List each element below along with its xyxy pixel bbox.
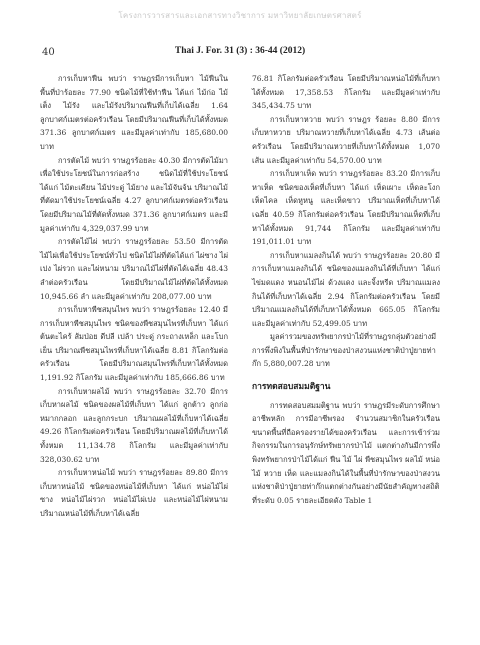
paragraph-herbs: การเก็บหาพืชสมุนไพร พบว่า ราษฎรร้อยละ 12.40 มีการเก็บหาพืชสมุนไพร ชนิดของพืชสมุนไพรที่เก็บหา ได้แก่ ต้นตะไคร้ ส้มป่อย ดีปลี เปล้า ประดู่ กระถางเหล็ก และโบกเย็น ปริมาณพืชสมุนไพรที่เก็บหาได้เฉลี่ย 8.81 กิโลกรัมต่อครัวเรือน โดยมีปริมาณสมุนไพรที่เก็บหาได้ทั้งหมด 1,191.92 กิโลกรัม และมีมูลค่าเท่ากับ 185,666.86 บาท: [40, 305, 228, 383]
left-column: [40, 72, 228, 521]
page-number: 40: [42, 47, 55, 58]
paragraph-firewood: การเก็บหาฟืน พบว่า ราษฎรมีการเก็บหา ไม้ฟืนในพื้นที่ป่าร้อยละ 77.90 ชนิดไม้ที่ใช้ทำฟืน ได้แก่ ไม้ก่อ ไม้เต็ง ไม้รัง และไม้รังปริมาณฟืนที่เก็บได้เฉลี่ย 1.64 ลูกบาศก์เมตรต่อครัวเรือน โดยมีปริมาณฟืนที่เก็บได้ทั้งหมด 371.36 ลูกบาศก์เมตร และมีมูลค่าเท่ากับ 185,680.00 บาท: [40, 74, 228, 151]
paragraph-bamboo: การตัดไม้ไผ่ พบว่า ราษฎรร้อยละ 53.50 มีการตัดไม้ไผ่เพื่อใช้ประโยชน์ทั่วไป ชนิดไม้ไผ่ที่ตัดได้แก่ ไผ่ซาง ไผ่เปง ไผ่รวก และไผ่หนาม ปริมาณไม้ไผ่ที่ตัดได้เฉลี่ย 48.43 ลำต่อครัวเรือน โดยมีปริมาณไม้ไผ่ที่ตัดได้ทั้งหมด 10,945.66 ลำ และมีมูลค่าเท่ากับ 208,077.00 บาท: [40, 237, 228, 301]
paragraph-rattan: การเก็บหาหวาย พบว่า ราษฎร ร้อยละ 8.80 มีการเก็บหาหวาย ปริมาณหวายที่เก็บหาได้เฉลี่ย 4.73 เส้นต่อครัวเรือน โดยมีปริมาณหวายที่เก็บหาได้ทั้งหมด 1,070 เส้น และมีมูลค่าเท่ากับ 54,570.00 บาท: [252, 114, 440, 165]
paragraph-bamboo-shoots: การเก็บหาหน่อไม้ พบว่า ราษฎรร้อยละ 89.80 มีการเก็บหาหน่อไม้ ชนิดของหน่อไม้ที่เก็บหา ได้แก่ หน่อไม้ไผ่ซาง หน่อไม้ไผ่รวก หน่อไม้ไผ่เปง และหน่อไม้ไผ่หนาม ปริมาณหน่อไม้ที่เก็บหาได้เฉลี่ย: [40, 468, 228, 518]
paragraph-total-value: มูลค่ารวมของทรัพยากรป่าไม้ที่ราษฎรกลุ่มตัวอย่างมีการพึ่งพิงในพื้นที่ป่ารักษาของป่าสงวนแห่งชาติป่าปู่ยายท่าก๊ก 5,880,007.28 บาท: [252, 332, 437, 369]
running-head: Thai J. For. 31 (3) : 36-44 (2012): [174, 46, 306, 56]
paragraph-hypothesis: การทดสอบสมมติฐาน พบว่า ราษฎรมีระดับการศึกษา อาชีพหลัก การมีอาชีพรอง จำนวนสมาชิกในครัวเรือน ขนาดพื้นที่ถือครองรายได้ของครัวเรือน และการเข้าร่วมกิจกรรมในการอนุรักษ์ทรัพยากรป่าไม้ แตกต่างกันมีการพึ่งพิงทรัพยากรป่าไม้ได้แก่ ฟืน ไม้ ไผ่ พืชสมุนไพร ผลไม้ หน่อไม้ หวาย เห็ด และแมลงกินได้ในพื้นที่ป่ารักษาของป่าสงวนแห่งชาติป่าปู่ยายท่าก๊กแตกต่างกันอย่างมีนัยสำคัญทางสถิติที่ระดับ 0.05 รายละเอียดดัง Table 1: [252, 400, 440, 505]
right-column: [252, 72, 440, 507]
paragraph-mushroom: การเก็บหาเห็ด พบว่า ราษฎรร้อยละ 83.20 มีการเก็บหาเห็ด ชนิดของเห็ดที่เก็บหา ได้แก่ เห็ดเผาะ เห็ดละโงก เห็ดไคล เห็ดหูหนู และเห็ดขาว ปริมาณเห็ดที่เก็บหาได้เฉลี่ย 40.59 กิโลกรัมต่อครัวเรือน โดยมีปริมาณเห็ดที่เก็บหาได้ทั้งหมด 91,744 กิโลกรัม และมีมูลค่าเท่ากับ 191,011.01 บาท: [252, 169, 440, 247]
paragraph-insects: การเก็บหาแมลงกินได้ พบว่า ราษฎรร้อยละ 20.80 มีการเก็บหาแมลงกินได้ ชนิดของแมลงกินได้ที่เก็บหา ได้แก่ ไข่มดแดง หนอนไม้ไผ่ ด้วงแดง และจิ้งหรีด ปริมาณแมลงกินได้ที่เก็บหาได้เฉลี่ย 2.94 กิโลกรัมต่อครัวเรือน โดยมีปริมาณแมลงกินได้ที่เก็บหาได้ทั้งหมด 665.05 กิโลกรัม และมีมูลค่าเท่ากับ 52,499.05 บาท: [252, 250, 440, 328]
section-heading-hypothesis: การทดสอบสมมติฐาน: [252, 382, 331, 393]
paragraph-bamboo-shoots-cont: 76.81 กิโลกรัมต่อครัวเรือน โดยมีปริมาณหน่อไม้ที่เก็บหาได้ทั้งหมด 17,358.53 กิโลกรัม และมีมูลค่าเท่ากับ 345,434.75 บาท: [252, 74, 440, 111]
paragraph-timber: การตัดไม้ พบว่า ราษฎรร้อยละ 40.30 มีการตัดไม้มาเพื่อใช้ประโยชน์ในการก่อสร้าง ชนิดไม้ที่ใช้ประโยชน์ ได้แก่ ไม้ตะเคียน ไม้ประดู่ ไม้ยาง และไม้จันจ้น ปริมาณไม้ที่ตัดมาใช้ประโยชน์เฉลี่ย 4.27 ลูกบาศก์เมตรต่อครัวเรือน โดยมีปริมาณไม้ที่ตัดทั้งหมด 371.36 ลูกบาศก์เมตร และมีมูลค่าเท่ากับ 4,329,037.99 บาท: [40, 155, 228, 233]
watermark: โครงการวารสารและเอกสารทางวิชาการ มหาวิทยาลัยเกษตรศาสตร์: [118, 11, 362, 20]
paragraph-fruit: การเก็บหาผลไม้ พบว่า ราษฎรร้อยละ 32.70 มีการเก็บหาผลไม้ ชนิดของผลไม้ที่เก็บหา ได้แก่ ลูกต้าว ลูกก่อ หมากกลอก และลูกกระบก ปริมาณผลไม้ที่เก็บหาได้เฉลี่ย 49.26 กิโลกรัมต่อครัวเรือน โดยมีปริมาณผลไม้ที่เก็บหาได้ทั้งหมด 11,134.78 กิโลกรัม และมีมูลค่าเท่ากับ 328,030.62 บาท: [40, 386, 228, 464]
